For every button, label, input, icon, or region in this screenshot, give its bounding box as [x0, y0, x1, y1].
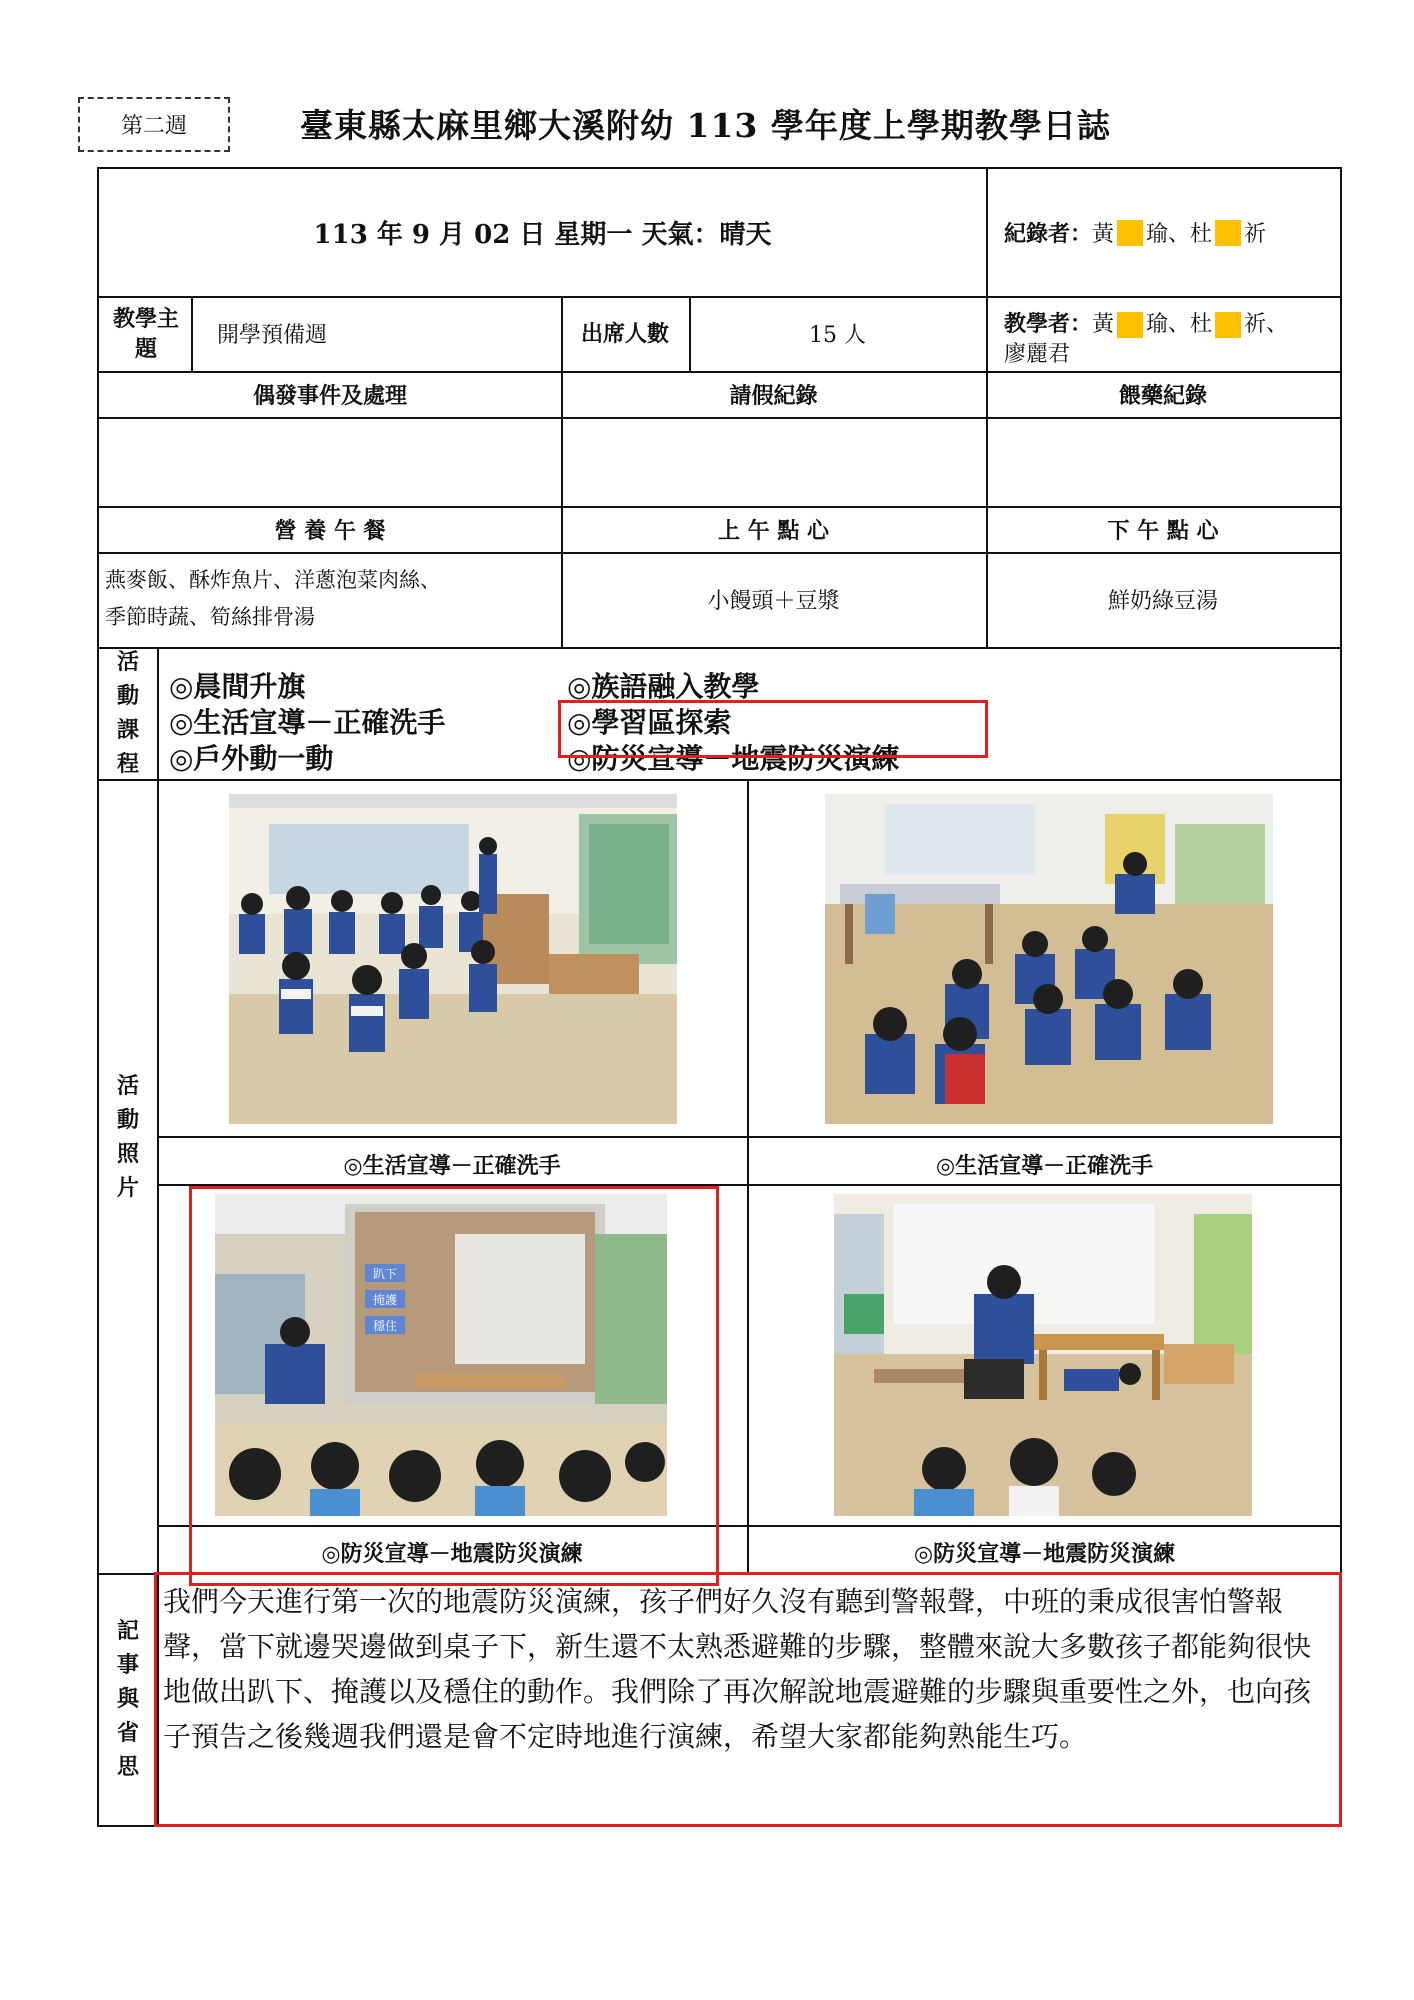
redaction-mark	[1117, 312, 1143, 338]
side-char: 活	[116, 1073, 139, 1099]
theme-value: 開學預備週	[217, 323, 328, 348]
side-char: 與	[116, 1686, 139, 1712]
pm-snack-label: 下 午 點 心	[1107, 517, 1219, 544]
photo-handwashing-1	[229, 794, 677, 1124]
side-char: 活	[116, 649, 139, 675]
reflection-text: 我們今天進行第一次的地震防災演練，孩子們好久沒有聽到警報聲，中班的秉成很害怕警報聲，當下就邊哭邊做到桌子下，新生還不太熟悉避難的步驟，整體來說大多數孩子都能夠很快地做出趴下、掩護以及穩住的動作。我們除了再次解說地震避難的步驟與重要性之外，也向孩子預告之後幾週我們還是會不定時地進行演練，希望大家都能夠熟能生巧。	[163, 1585, 1312, 1753]
side-char: 動	[116, 1107, 139, 1133]
highlight-reflection	[154, 1572, 1342, 1827]
recorder-name-part: 黃	[1092, 222, 1115, 247]
side-char: 記	[116, 1618, 139, 1644]
photos-side-label	[99, 1069, 157, 1269]
side-char: 動	[116, 683, 139, 709]
screen-word: 掩護	[372, 1293, 398, 1307]
recorder	[1004, 169, 1334, 296]
teacher-label: 教學者：	[1004, 311, 1093, 337]
pm-snack: 鮮奶綠豆湯	[1107, 589, 1218, 614]
side-char: 課	[116, 717, 139, 743]
am-snack: 小饅頭＋豆漿	[707, 589, 840, 614]
theme-label: 教學主題	[112, 306, 179, 362]
side-char: 程	[116, 751, 139, 777]
teacher-line2: 廖麗君	[1004, 342, 1071, 367]
photo-earthquake-drill-2	[834, 1194, 1252, 1516]
medicine-label: 餵藥紀錄	[1118, 382, 1207, 409]
activity-item: ◎防災宣導－地震防災演練	[567, 742, 900, 775]
date-weather: 113 年 9 月 02 日 星期一 天氣：晴天	[313, 220, 772, 250]
activity-item: ◎族語融入教學	[567, 670, 760, 703]
teacher-name-part: 瑜、杜	[1146, 312, 1213, 337]
document-title: 臺東縣太麻里鄉大溪附幼 113 學年度上學期教學日誌	[300, 106, 1111, 145]
activity-item: ◎晨間升旗	[169, 670, 306, 703]
side-char: 省	[116, 1720, 139, 1746]
redaction-mark	[1215, 312, 1241, 338]
recorder-name-part: 瑜、杜	[1146, 222, 1213, 247]
redaction-mark	[1215, 220, 1241, 246]
photo-caption: ◎生活宣導－正確洗手	[343, 1153, 561, 1179]
side-char: 照	[116, 1141, 139, 1167]
recorder-name-part: 祈	[1244, 222, 1267, 247]
highlight-activity	[558, 700, 988, 758]
screen-word: 趴下	[372, 1267, 398, 1281]
photo-handwashing-2	[825, 794, 1273, 1124]
photo-caption: ◎防災宣導－地震防災演練	[913, 1541, 1176, 1567]
side-char: 思	[116, 1754, 139, 1780]
highlight-photo	[189, 1186, 719, 1586]
screen-word: 穩住	[372, 1319, 398, 1333]
lunch-line: 季節時蔬、筍絲排骨湯	[105, 605, 315, 629]
lunch-menu	[105, 562, 555, 636]
incident-label: 偶發事件及處理	[252, 382, 407, 409]
teacher-name-part: 祈、	[1244, 312, 1289, 337]
leave-label: 請假紀錄	[729, 382, 818, 409]
activities-side-label	[99, 647, 157, 779]
reflection-side-label	[99, 1573, 157, 1825]
photo-caption: ◎防災宣導－地震防災演練	[321, 1541, 583, 1567]
side-char: 片	[116, 1175, 139, 1201]
teacher	[1004, 309, 1340, 370]
recorder-label: 紀錄者：	[1004, 221, 1093, 247]
activity-item: ◎學習區探索	[567, 706, 732, 739]
week-tag: 第二週	[78, 97, 230, 152]
attendance-value: 15 人	[809, 323, 866, 348]
lunch-line: 燕麥飯、酥炸魚片、洋蔥泡菜肉絲、	[105, 568, 441, 592]
photo-caption: ◎生活宣導－正確洗手	[935, 1153, 1154, 1179]
redaction-mark	[1117, 220, 1143, 246]
side-char: 事	[116, 1652, 139, 1678]
lunch-label: 營 養 午 餐	[274, 517, 386, 544]
teacher-name-part: 黃	[1092, 312, 1115, 337]
am-snack-label: 上 午 點 心	[718, 517, 829, 544]
activity-item: ◎生活宣導－正確洗手	[169, 706, 446, 739]
activity-item: ◎戶外動一動	[169, 742, 334, 775]
attendance-label: 出席人數	[580, 321, 669, 347]
